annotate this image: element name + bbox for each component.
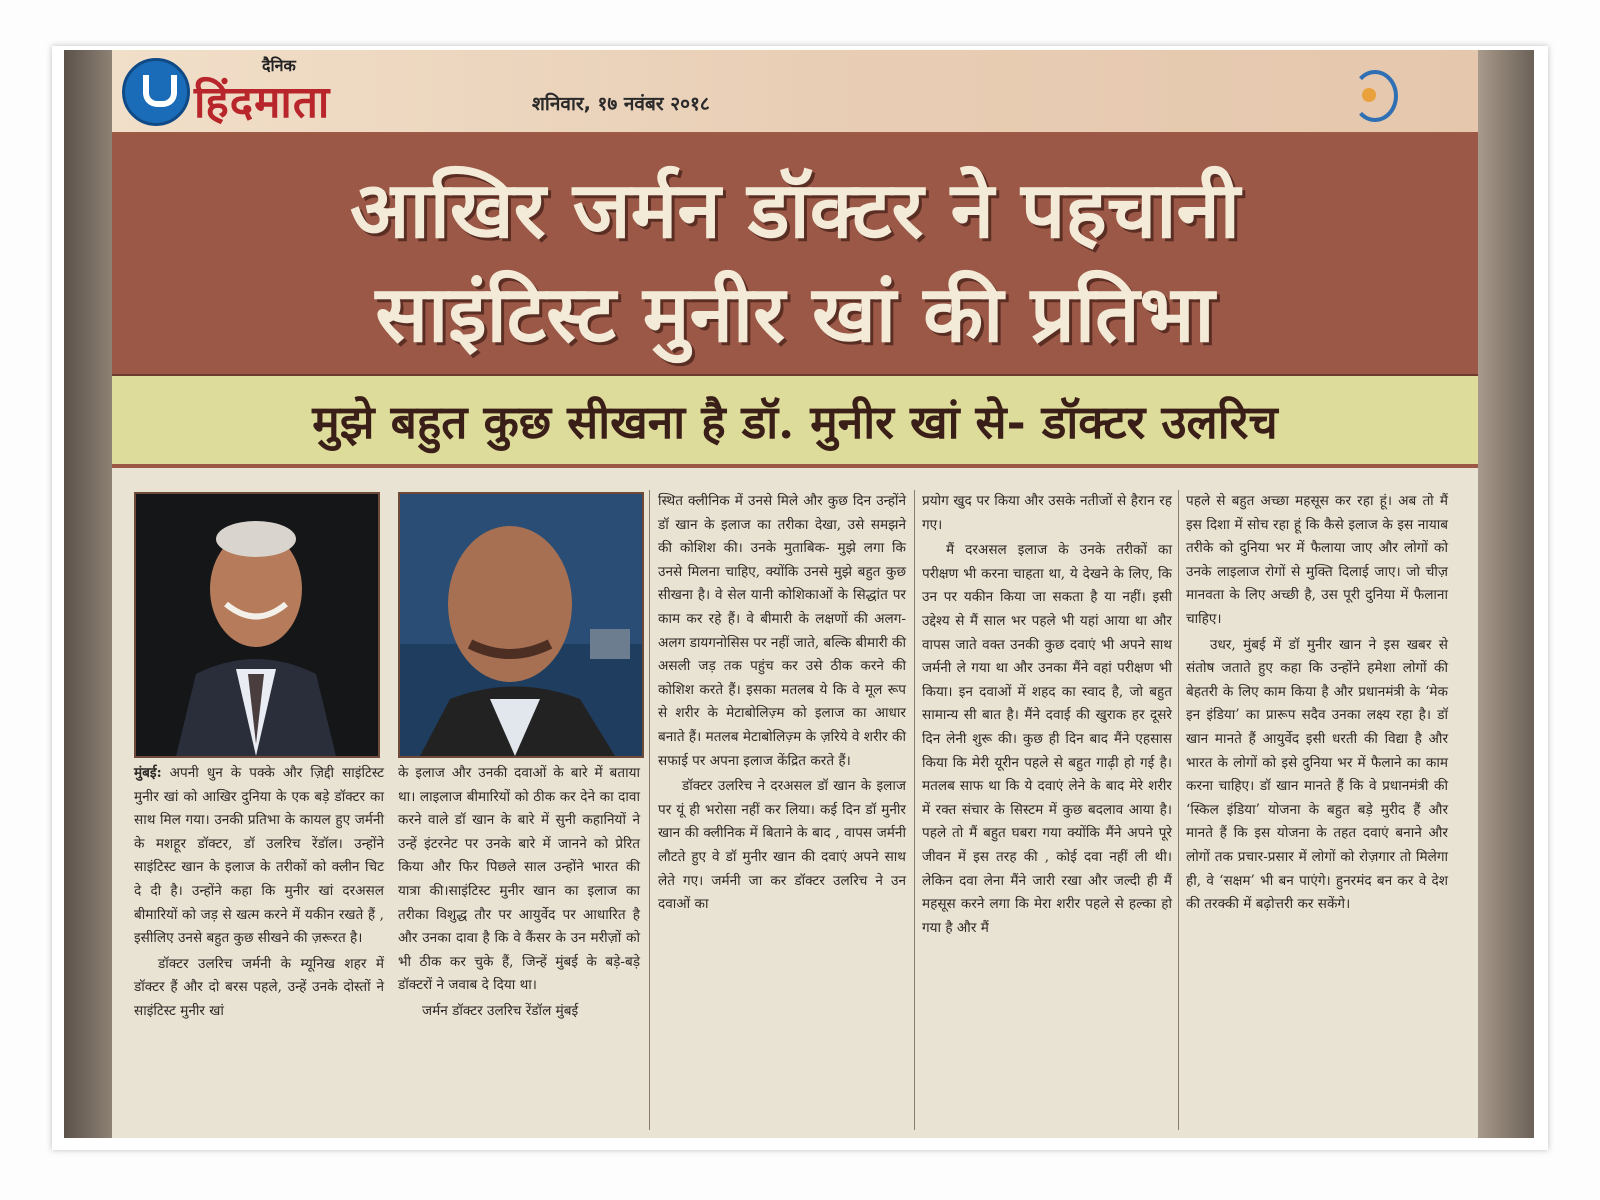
article-paragraph: उधर, मुंबई में डॉ मुनीर खान ने इस खबर से संतोष जताते हुए कहा कि उन्होंने हमेशा लोगों की बेहतरी के लिए काम किया है और प्रधानमंत्री के ‘मेक इन इंडिया’ का प्रारूप सदैव उनका लक्ष्य रहा है। डॉ खान मानते हैं आयुर्वेद इसी धरती की विद्या है और भारत के लोगों को इसे दुनिया भर में फैलाने का काम करना चाहिए। डॉ खान मानते हैं कि वे प्रधानमंत्री की ‘स्किल इंडिया’ योजना के बहुत बड़े मुरीद हैं और मानते हैं कि इस योजना के तहत दवाएं बनाने और लोगों तक प्रचार-प्रसार में लोगों को रोज़गार तो मिलेगा ही, वे ‘सक्षम’ भी बन पाएंगे। हुनरमंद बन कर वे देश की तरक्की में बढ़ोत्तरी कर सकेंगे। <box>1186 636 1448 913</box>
article-paragraph: मैं दरअसल इलाज के उनके तरीकों का परीक्षण भी करना चाहता था, ये देखने के लिए, कि उन पर यकीन किया जा सकता है या नहीं। इसी उद्देश्य से मैं साल भर पहले भी यहां आया था और वापस जाते वक्त उनकी कुछ दवाएं भी अपने साथ जर्मनी ले गया था और उनका मैंने वहां परीक्षण भी किया। इन दवाओं में शहद का स्वाद है, जो बहुत सामान्य सी बात है। मैंने दवाई की खुराक हर दूसरे दिन लेनी शुरू की। कुछ ही दिन बाद मैंने एहसास किया कि मेरी यूरीन पहले से बहुत गाढ़ी हो गई है। मतलब साफ था कि ये दवाएं लेने के बाद मेरे शरीर में रक्त संचार के सिस्टम में कुछ बदलाव आया है। पहले तो मैं बहुत घबरा गया क्योंकि मैंने अपने पूरे जीवन में इस तरह की , कोई दवा नहीं ली थी। लेकिन दवा लेना मैंने जारी रखा और जल्दी ही मैं महसूस करने लगा कि मेरा शरीर पहले से हल्का हो गया है और मैं <box>922 542 1172 936</box>
headline-line-1: आखिर जर्मन डॉक्टर ने पहचानी <box>350 166 1240 256</box>
article-paragraph: डॉक्टर उलरिच जर्मनी के म्यूनिख शहर में डॉक्टर हैं और दो बरस पहले, उन्हें उनके दोस्तों ने साइंटिस्ट मुनीर खां <box>134 955 384 1019</box>
issue-date: शनिवार, १७ नवंबर २०१८ <box>532 93 710 115</box>
article-paragraph: प्रयोग खुद पर किया और उसके नतीजों से हैरान रह गए। <box>922 493 1172 533</box>
column-rule <box>649 490 650 1130</box>
article-paragraph: के इलाज और उनकी दवाओं के बारे में बताया था। लाइलाज बीमारियों को ठीक कर देने का दावा करने वाले डॉ खान के बारे में सुनी कहानियों ने उन्हें इंटरनेट पर उनके बारे में जानने को प्रेरित किया और फिर पिछले साल उन्होंने भारत की यात्रा की।साइंटिस्ट मुनीर खान का इलाज का तरीका विशुद्ध तौर पर आयुर्वेद पर आधारित है और उनका दावा है कि वे कैंसर के उन मरीज़ों को भी ठीक कर चुके हैं, जिन्हें मुंबई के बड़े-बड़े डॉक्टरों ने जवाब दे दिया था। <box>398 765 640 994</box>
newspaper-page <box>112 50 1478 1138</box>
article-column-5 <box>1186 490 1448 1134</box>
newspaper-name: हिंदमाता <box>194 77 331 128</box>
subheadline-banner <box>112 376 1478 467</box>
headline-banner <box>112 134 1478 376</box>
photo-munir-khan <box>134 492 380 758</box>
article-column-3 <box>658 490 906 1134</box>
scan-edge-left <box>64 50 112 1138</box>
article-paragraph: जर्मन डॉक्टर उलरिच रेंडॉल मुंबई <box>422 1002 579 1019</box>
article-column-4 <box>922 490 1172 1134</box>
article-paragraph: पहले से बहुत अच्छा महसूस कर रहा हूं। अब तो मैं इस दिशा में सोच रहा हूं कि कैसे इलाज के इस नायाब तरीके को दुनिया भर में फैलाया जाए और लोगों को उनके लाइलाज रोगों से मुक्ति दिलाई जाए। जो चीज़ मानवता के लिए अच्छी है, उस पूरी दुनिया में फैलाना चाहिए। <box>1186 493 1448 627</box>
article-paragraph: स्थित क्लीनिक में उनसे मिले और कुछ दिन उन्होंने डॉ खान के इलाज का तरीका देखा, उसे समझने की कोशिश की। उनके मुताबिक- मुझे लगा कि उनसे मिलना चाहिए, क्योंकि उनसे मुझे बहुत कुछ सीखना है। वे सेल यानी कोशिकाओं के सिद्धांत पर काम कर रहे हैं। वे बीमारी के लक्षणों की अलग-अलग डायगनोसिस पर नहीं जाते, बल्कि बीमारी की असली जड़ तक पहुंच कर उसे ठीक करने की कोशिश करते हैं। इसका मतलब ये कि वे मूल रूप से शरीर के मेटाबोलिज़्म को इलाज का आधार बनाते हैं। मतलब मेटाबोलिज़्म के ज़रिये वे शरीर की सफाई पर अपना इलाज केंद्रित करते हैं। <box>658 493 906 769</box>
masthead <box>112 50 1478 134</box>
dateline: मुंबई: <box>134 765 162 781</box>
column-rule <box>1178 490 1179 1130</box>
paragraph-text: अपनी धुन के पक्के और ज़िद्दी साइंटिस्ट मुनीर खां को आखिर दुनिया के एक बड़े डॉक्टर का साथ मिल गया। उनकी प्रतिभा के कायल हुए जर्मनी के मशहूर डॉक्टर, डॉ उलरिच रेंडॉल। उन्होंने साइंटिस्ट खान के इलाज के तरीकों को क्लीन चिट दे दी है। उन्होंने कहा कि मुनीर खां दरअसल बीमारियों को जड़ से खत्म करने में यकीन रखते हैं , इसीलिए उनसे बहुत कुछ सीखने की ज़रूरत है। <box>134 765 384 947</box>
divider <box>112 464 1478 468</box>
brand-prefix: दैनिक <box>262 56 296 75</box>
newspaper-logo-icon <box>122 58 190 126</box>
subheadline: मुझे बहुत कुछ सीखना है डॉ. मुनीर खां से- डॉक्टर उलरिच <box>312 395 1278 449</box>
column-rule <box>914 490 915 1130</box>
newspaper-scan <box>64 50 1534 1138</box>
headline-line-2: साइंटिस्ट मुनीर खां की प्रतिभा <box>375 270 1215 360</box>
article-paragraph <box>134 762 384 951</box>
article-column-2 <box>398 762 640 1134</box>
scan-edge-right <box>1478 50 1534 1138</box>
ear-logo-dot-icon <box>1362 88 1376 102</box>
article-column-1 <box>134 762 384 1134</box>
photo-ulrich <box>398 492 644 758</box>
article-paragraph: डॉक्टर उलरिच ने दरअसल डॉ खान के इलाज पर यूं ही भरोसा नहीं कर लिया। कई दिन डॉ मुनीर खान की क्लीनिक में बिताने के बाद , वापस जर्मनी लौटते हुए वे डॉ मुनीर खान की दवाएं अपने साथ लेते गए। जर्मनी जा कर डॉक्टर उलरिच ने उन दवाओं का <box>658 778 906 913</box>
